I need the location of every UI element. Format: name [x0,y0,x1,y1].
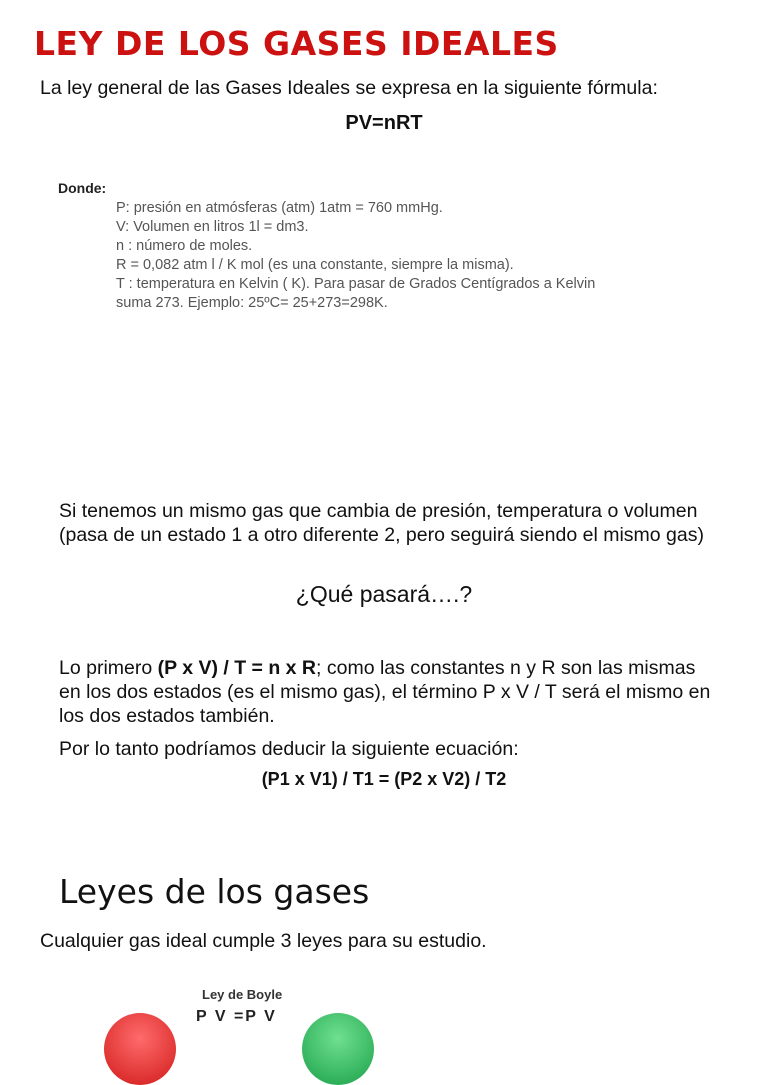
boyle-law-equation: P V =P V [196,1008,277,1025]
definition-line: suma 273. Ejemplo: 25ºC= 25+273=298K. [116,295,388,311]
donde-label: Donde: [58,180,107,196]
definition-line: P: presión en atmósferas (atm) 1atm = 760 mmHg. [116,200,443,216]
closing-text: Cualquier gas ideal cumple 3 leyes para su estudio. [40,930,487,952]
paragraph-state-change: Si tenemos un mismo gas que cambia de presión, temperatura o volumen (pasa de un estado 1 a otro diferente 2, pero seguirá siendo el mismo gas) [59,500,704,546]
paragraph-deduce: Por lo tanto podríamos deducir la siguiente ecuación: [59,738,519,760]
paragraph-bold-formula: (P x V) / T = n x R [157,657,317,679]
definition-line: V: Volumen en litros 1l = dm3. [116,219,309,235]
definition-line: R = 0,082 atm l / K mol (es una constante, siempre la misma). [116,257,514,273]
donde-definitions [116,199,595,313]
paragraph-prefix: Lo primero [59,657,158,679]
boyle-law-label: Ley de Boyle [202,987,283,1002]
definition-line: n : número de moles. [116,238,253,254]
section-title: Leyes de los gases [59,872,370,911]
page-title: LEY DE LOS GASES IDEALES [34,24,559,63]
combined-gas-equation: (P1 x V1) / T1 = (P2 x V2) / T2 [261,769,507,789]
ideal-gas-formula: PV=nRT [345,112,423,134]
paragraph-first-step [59,656,719,728]
question-heading: ¿Qué pasará….? [295,581,473,607]
definition-line: T : temperatura en Kelvin ( K). Para pasar de Grados Centígrados a Kelvin [116,276,596,292]
paragraph-suffix: ; como las constantes n y R son las mismas en los dos estados (es el mismo gas), el término P x V / T será el mismo en los dos estados también. [59,657,711,727]
intro-text: La ley general de las Gases Ideales se expresa en la siguiente fórmula: [40,77,658,99]
